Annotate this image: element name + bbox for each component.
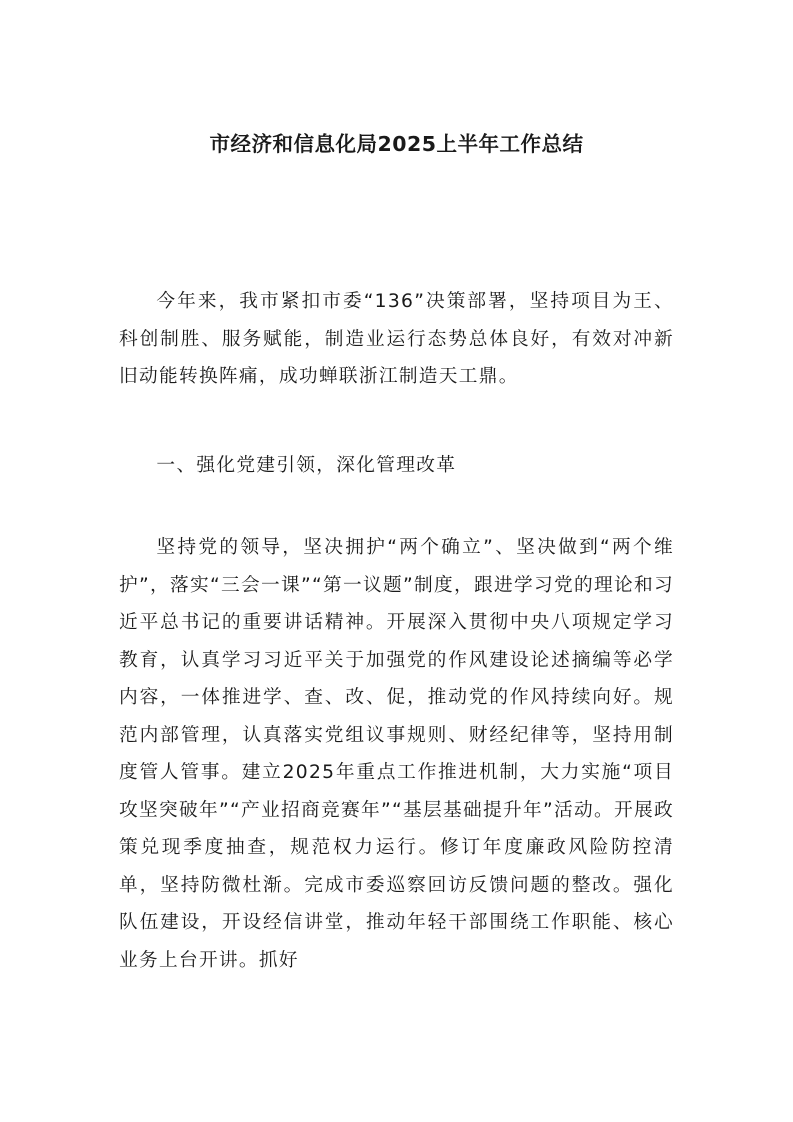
document-title: 市经济和信息化局2025上半年工作总结 [209,132,584,156]
intro-paragraph: 今年来，我市紧扣市委“136”决策部署，坚持项目为王、科创制胜、服务赋能，制造业运行态势总体良好，有效对冲新旧动能转换阵痛，成功蝉联浙江制造天工鼎。 [119,291,674,387]
body-paragraph: 坚持党的领导，坚决拥护“两个确立”、坚决做到“两个维护”，落实“三会一课”“第一议题”制度，跟进学习党的理论和习近平总书记的重要讲话精神。开展深入贯彻中央八项规定学习教育，认真学习习近平关于加强党的作风建设论述摘编等必学内容，一体推进学、查、改、促，推动党的作风持续向好。规范内部管理，认真落实党组议事规则、财经纪律等，坚持用制度管人管事。建立2025年重点工作推进机制，大力实施“项目攻坚突破年”“产业招商竞赛年”“基层基础提升年”活动。开展政策兑现季度抽查，规范权力运行。修订年度廉政风险防控清单，坚持防微杜渐。完成市委巡察回访反馈问题的整改。强化队伍建设，开设经信讲堂，推动年轻干部围绕工作职能、核心业务上台开讲。抓好 [119,537,674,971]
section-heading: 一、强化党建引领，深化管理改革 [156,455,457,476]
